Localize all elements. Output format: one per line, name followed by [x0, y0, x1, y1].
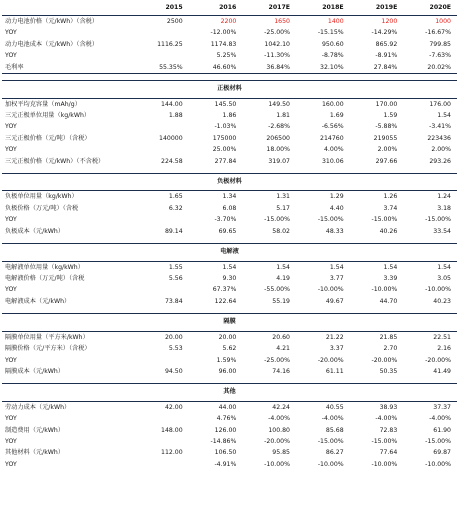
- cell-value: 219055: [373, 134, 398, 142]
- cell-value: -2.68%: [268, 123, 290, 131]
- cell-value: 1.54: [222, 263, 237, 271]
- cell-value: 122.64: [214, 297, 237, 305]
- cell-value: 319.07: [268, 157, 290, 165]
- table-row: [2, 284, 457, 295]
- row-label: 三元正极单位用量（kg/kWh）: [5, 111, 91, 119]
- cell-value: -10.00%: [425, 460, 451, 468]
- cell-value: 55.35%: [135, 62, 189, 74]
- cell-value: -4.00%: [268, 415, 290, 423]
- cell-value: 61.11: [325, 367, 344, 375]
- cell-value: 1.29: [329, 193, 344, 201]
- cell-value: 5.62: [222, 345, 237, 353]
- cell-value: 38.93: [379, 403, 398, 411]
- cell-value: 3.37: [329, 345, 344, 353]
- cell-value: 100.80: [268, 426, 290, 434]
- cell-value: 86.27: [325, 449, 344, 457]
- cell-value: -15.00%: [317, 216, 344, 224]
- cell-value: 49.67: [325, 297, 344, 305]
- cell-value: 6.08: [222, 204, 237, 212]
- cell-value: 18.00%: [266, 146, 290, 154]
- cell-value: 1650: [274, 18, 290, 25]
- cell-value: 50.35: [379, 367, 398, 375]
- row-label: 劳动力成本（元/kWh）: [5, 403, 71, 411]
- table-row: [2, 355, 457, 366]
- cell-value: 25.00%: [212, 146, 237, 154]
- cell-value: 1.54: [383, 263, 398, 271]
- cell-value: -12.00%: [210, 29, 237, 37]
- cell-value: -8.91%: [375, 52, 398, 60]
- cell-value: -7.63%: [429, 52, 451, 60]
- section-gap: [2, 74, 457, 81]
- cell-value: 6.32: [168, 204, 183, 212]
- cell-value: 1.69: [329, 111, 344, 119]
- cell-value: 149.50: [268, 100, 290, 108]
- cell-value: 9.30: [222, 275, 237, 282]
- cell-value: 865.92: [375, 40, 398, 48]
- cell-value: 3.74: [383, 204, 398, 212]
- row-label: 三元正极价格（元/吨）（含税）: [5, 134, 91, 142]
- cell-value: 206500: [266, 134, 290, 142]
- table-row: [2, 16, 457, 28]
- cell-value: -15.00%: [264, 216, 290, 224]
- table-row: [2, 447, 457, 458]
- section-header: [2, 244, 457, 262]
- row-label: 动力电池价格（元/kWh）（含税）: [5, 18, 99, 25]
- header-year: 2020E: [403, 0, 457, 16]
- cell-value: 5.53: [168, 345, 183, 353]
- cell-value: 799.85: [429, 40, 451, 48]
- cell-value: 1200: [381, 18, 398, 25]
- cell-value: [135, 284, 189, 295]
- row-label: 加权平均克容量（mAh/g）: [5, 100, 81, 108]
- cell-value: 1.54: [276, 263, 290, 271]
- cell-value: -10.00%: [264, 460, 290, 468]
- table-row: [2, 110, 457, 121]
- cell-value: 20.60: [272, 333, 290, 341]
- cell-value: 69.87: [433, 449, 451, 457]
- header-year: 2018E: [296, 0, 350, 16]
- row-label: 电解液价格（万元/吨）（含税: [5, 275, 85, 282]
- cell-value: 224.58: [161, 157, 183, 165]
- cell-value: 33.54: [433, 227, 451, 235]
- table-row: [2, 156, 457, 167]
- cell-value: [135, 27, 189, 38]
- cell-value: -10.00%: [317, 460, 344, 468]
- row-label: YOY: [5, 216, 17, 224]
- cell-value: 145.50: [214, 100, 237, 108]
- cell-value: 2.00%: [431, 146, 451, 154]
- cell-value: 20.02%: [403, 62, 457, 74]
- table-row: [2, 191, 457, 203]
- cell-value: 89.14: [164, 227, 183, 235]
- cell-value: -4.00%: [375, 415, 398, 423]
- table-row: [2, 98, 457, 110]
- table-row: [2, 273, 457, 284]
- cell-value: -11.30%: [264, 52, 290, 60]
- cell-value: 85.68: [325, 426, 344, 434]
- row-label: YOY: [5, 29, 17, 37]
- cell-value: -3.70%: [214, 216, 237, 224]
- cell-value: 67.37%: [212, 286, 237, 294]
- cell-value: 1.59%: [216, 356, 237, 364]
- cell-value: 77.64: [379, 449, 398, 457]
- cell-value: 1.54: [437, 111, 451, 119]
- row-label: YOY: [5, 415, 17, 423]
- cell-value: -4.00%: [429, 415, 451, 423]
- header-corner: [2, 0, 135, 16]
- row-label: 毛利率: [2, 62, 135, 74]
- cell-value: 293.26: [429, 157, 451, 165]
- cell-value: 40.26: [379, 227, 398, 235]
- table-row: [2, 343, 457, 354]
- cell-value: 96.00: [218, 367, 237, 375]
- cell-value: 1.65: [168, 193, 183, 201]
- cell-value: 1.54: [329, 263, 344, 271]
- cell-value: 37.37: [433, 403, 451, 411]
- cell-value: -20.00%: [371, 356, 398, 364]
- cell-value: 1174.83: [210, 40, 237, 48]
- cell-value: 72.83: [379, 426, 398, 434]
- cell-value: 214760: [320, 134, 344, 142]
- cell-value: 1.81: [276, 111, 290, 119]
- cell-value: 27.84%: [350, 62, 404, 74]
- cell-value: 160.00: [321, 100, 344, 108]
- cell-value: 94.50: [164, 367, 183, 375]
- table-body: [2, 0, 457, 470]
- cell-value: -3.41%: [429, 123, 451, 131]
- cell-value: [135, 121, 189, 132]
- table-row: [2, 62, 457, 74]
- section-title: 负极材料: [2, 173, 457, 191]
- cell-value: 1000: [435, 18, 451, 25]
- cell-value: 1.59: [383, 111, 398, 119]
- cell-value: 176.00: [429, 100, 451, 108]
- row-label: YOY: [5, 356, 17, 364]
- row-label: YOY: [5, 146, 17, 154]
- table-row: [2, 261, 457, 273]
- section-title: 其他: [2, 384, 457, 402]
- cell-value: 20.00: [218, 333, 237, 341]
- cell-value: 310.06: [321, 157, 344, 165]
- cell-value: 148.00: [161, 426, 183, 434]
- section-header: [2, 173, 457, 191]
- cell-value: -14.86%: [210, 438, 237, 446]
- row-label: 隔膜单位用量（平方米/kWh）: [5, 333, 89, 341]
- row-label: 负极成本（元/kWh）: [5, 227, 65, 235]
- header-year: 2019E: [350, 0, 404, 16]
- cell-value: 2.00%: [377, 146, 398, 154]
- table-row: [2, 226, 457, 237]
- cell-value: -20.00%: [264, 438, 290, 446]
- table-row: [2, 401, 457, 413]
- row-label: 电解液成本（元/kWh）: [5, 297, 71, 305]
- cell-value: -25.00%: [264, 356, 290, 364]
- cell-value: 44.70: [379, 297, 398, 305]
- cell-value: 73.84: [164, 297, 183, 305]
- section-header: [2, 314, 457, 332]
- cell-value: 20.00: [164, 333, 183, 341]
- cell-value: -15.00%: [425, 216, 451, 224]
- gap-cell: [2, 74, 457, 81]
- row-label: 电解液单位用量（kg/kWh）: [5, 263, 84, 271]
- table-row: [2, 366, 457, 377]
- cell-value: [135, 144, 189, 155]
- cell-value: 3.77: [329, 275, 344, 282]
- row-label: YOY: [5, 460, 17, 468]
- cell-value: -1.03%: [214, 123, 237, 131]
- section-header: [2, 384, 457, 402]
- cell-value: 4.21: [276, 345, 290, 353]
- cell-value: -14.29%: [371, 29, 398, 37]
- cell-value: 3.05: [437, 275, 451, 282]
- cell-value: 1.34: [222, 193, 237, 201]
- cell-value: 4.40: [329, 204, 344, 212]
- section-title: 隔膜: [2, 314, 457, 332]
- cell-value: -6.56%: [321, 123, 344, 131]
- cell-value: 175000: [212, 134, 237, 142]
- cell-value: 41.49: [433, 367, 451, 375]
- cell-value: 36.84%: [242, 62, 296, 74]
- cell-value: 32.10%: [296, 62, 350, 74]
- cell-value: -20.00%: [317, 356, 344, 364]
- row-label: 三元正极价格（元/kWh）（不含税）: [5, 157, 105, 165]
- cell-value: 46.60%: [189, 62, 243, 74]
- table-row: [2, 133, 457, 144]
- header-year: 2015: [135, 0, 189, 16]
- header-year: 2016: [189, 0, 243, 16]
- cell-value: -16.67%: [425, 29, 451, 37]
- table-row: [2, 144, 457, 155]
- table-row: [2, 296, 457, 307]
- cell-value: 22.51: [433, 333, 451, 341]
- cell-value: -4.91%: [214, 460, 237, 468]
- cell-value: -15.00%: [371, 216, 398, 224]
- cell-value: 1.88: [168, 111, 183, 119]
- cell-value: 950.60: [321, 40, 344, 48]
- table-row: [2, 436, 457, 447]
- cell-value: 21.85: [379, 333, 398, 341]
- table-row: [2, 203, 457, 214]
- cell-value: 40.23: [433, 297, 451, 305]
- cell-value: 1.26: [383, 193, 398, 201]
- cell-value: 1.54: [437, 263, 451, 271]
- cell-value: 21.22: [325, 333, 344, 341]
- cell-value: 1042.10: [264, 40, 290, 48]
- cell-value: [135, 459, 189, 470]
- row-label: 隔膜成本（元/kWh）: [5, 367, 65, 375]
- cell-value: -8.78%: [321, 52, 344, 60]
- section-header: [2, 81, 457, 99]
- cell-value: 42.00: [164, 403, 183, 411]
- cell-value: 2.70: [383, 345, 398, 353]
- cell-value: [135, 50, 189, 61]
- cell-value: 74.16: [272, 367, 290, 375]
- table-row: [2, 27, 457, 38]
- cell-value: 48.33: [325, 227, 344, 235]
- cell-value: 4.19: [276, 275, 290, 282]
- cell-value: 40.55: [325, 403, 344, 411]
- cell-value: -4.00%: [321, 415, 344, 423]
- cell-value: -55.00%: [264, 286, 290, 294]
- cell-value: 126.00: [214, 426, 237, 434]
- cell-value: -10.00%: [425, 286, 451, 294]
- table-row: [2, 425, 457, 436]
- cell-value: -5.88%: [375, 123, 398, 131]
- cell-value: 1400: [327, 18, 344, 25]
- table-row: [2, 413, 457, 424]
- table-row: [2, 121, 457, 132]
- cell-value: 55.19: [272, 297, 290, 305]
- cell-value: [135, 436, 189, 447]
- cell-value: 44.00: [218, 403, 237, 411]
- row-label: YOY: [5, 438, 17, 446]
- cell-value: -20.00%: [425, 356, 451, 364]
- cell-value: 95.85: [272, 449, 290, 457]
- cell-value: 61.90: [433, 426, 451, 434]
- cell-value: 2500: [166, 18, 183, 25]
- cell-value: 4.76%: [216, 415, 237, 423]
- cell-value: -10.00%: [371, 286, 398, 294]
- row-label: YOY: [5, 286, 17, 294]
- cell-value: 2200: [220, 18, 237, 25]
- row-label: 负极单位用量（kg/kWh）: [5, 193, 78, 201]
- header-row: [2, 0, 457, 16]
- table-row: [2, 50, 457, 61]
- cell-value: 42.24: [272, 403, 290, 411]
- table-row: [2, 39, 457, 50]
- cell-value: 58.02: [272, 227, 290, 235]
- cell-value: 3.39: [383, 275, 398, 282]
- cell-value: 1.86: [222, 111, 237, 119]
- cell-value: -15.00%: [371, 438, 398, 446]
- table-row: [2, 331, 457, 343]
- table-row: [2, 214, 457, 225]
- row-label: 负极价格（万元/吨）（含税: [5, 204, 79, 212]
- cell-value: 277.84: [214, 157, 237, 165]
- row-label: 隔膜价格（元/平方米）（含税）: [5, 345, 91, 353]
- cell-value: 140000: [159, 134, 183, 142]
- cell-value: 69.65: [218, 227, 237, 235]
- cell-value: -10.00%: [317, 286, 344, 294]
- header-year: 2017E: [242, 0, 296, 16]
- cell-value: 144.00: [161, 100, 183, 108]
- cell-value: 4.00%: [323, 146, 344, 154]
- row-label: YOY: [5, 123, 17, 131]
- cell-value: 3.18: [437, 204, 451, 212]
- cell-value: 1.24: [437, 193, 451, 201]
- cell-value: [135, 413, 189, 424]
- row-label: 动力电池成本（元/kWh）（含税）: [5, 40, 99, 48]
- row-label: 其他材料（元/kWh）: [5, 449, 65, 457]
- cell-value: 2.16: [437, 345, 451, 353]
- battery-cost-table: [2, 0, 457, 470]
- cell-value: -15.00%: [425, 438, 451, 446]
- cell-value: [135, 355, 189, 366]
- cell-value: 5.56: [168, 275, 183, 282]
- cell-value: 106.50: [214, 449, 237, 457]
- cell-value: 1.31: [276, 193, 290, 201]
- section-title: 电解液: [2, 244, 457, 262]
- cell-value: 112.00: [161, 449, 183, 457]
- cell-value: 170.00: [375, 100, 398, 108]
- row-label: YOY: [5, 52, 17, 60]
- table-row: [2, 459, 457, 470]
- cell-value: 297.66: [375, 157, 398, 165]
- cell-value: 5.17: [276, 204, 290, 212]
- cell-value: -10.00%: [371, 460, 398, 468]
- section-title: 正极材料: [2, 81, 457, 99]
- cell-value: 5.25%: [216, 52, 237, 60]
- cell-value: -25.00%: [264, 29, 290, 37]
- cell-value: [135, 214, 189, 225]
- row-label: 制造费用（元/kWh）: [5, 426, 65, 434]
- cell-value: 1116.25: [157, 40, 183, 48]
- cell-value: 223436: [427, 134, 451, 142]
- cell-value: -15.15%: [317, 29, 344, 37]
- cell-value: 1.55: [168, 263, 183, 271]
- cell-value: -15.00%: [317, 438, 344, 446]
